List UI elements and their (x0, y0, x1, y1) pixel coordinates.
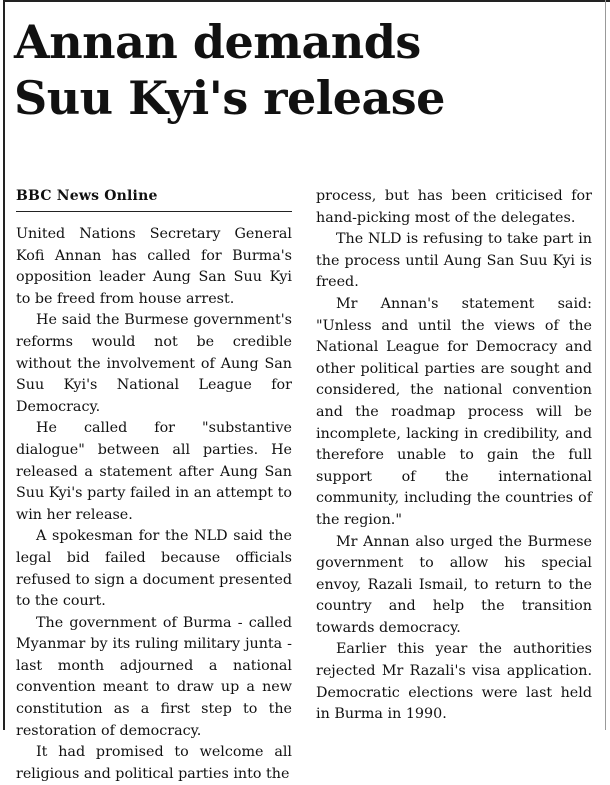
right-rule (605, 0, 606, 730)
column-left (16, 186, 292, 785)
paragraph: It had promised to welcome all religious and political parties into the (16, 744, 292, 782)
paragraph: He said the Burmese government's reforms would not be credible without the involvement of Aung San Suu Kyi's National League for Democracy. (16, 312, 292, 415)
column-right (316, 186, 592, 726)
source-byline: BBC News Online (16, 186, 292, 212)
paragraph: United Nations Secretary General Kofi Annan has called for Burma's opposition leader Aung San Suu Kyi to be freed from house arrest. (16, 226, 292, 307)
paragraph: Earlier this year the authorities rejected Mr Razali's visa application. Democratic elections were last held in Burma in 1990. (316, 641, 592, 723)
paragraph: The government of Burma - called Myanmar by its ruling military junta - last month adjourned a national convention meant to draw up a new constitution as a first step to the restoration of democracy. (16, 614, 292, 739)
left-rule (3, 0, 5, 730)
paragraph: A spokesman for the NLD said the legal bid failed because officials refused to sign a document presented to the court. (16, 528, 292, 610)
headline (14, 14, 594, 126)
paragraph: Mr Annan's statement said: "Unless and until the views of the National League for Democracy and other political parties are sought and considered, the national convention and the roadmap process will be incomplete, lacking in credibility, and therefore unable to gain the full support of the international community, including the countries of the region." (316, 295, 592, 528)
paragraph: process, but has been criticised for hand-picking most of the delegates. (316, 188, 592, 226)
paragraph: Mr Annan also urged the Burmese government to allow his special envoy, Razali Ismail, to return to the country and help the transition towards democracy. (316, 533, 592, 636)
paragraph: He called for "substantive dialogue" between all parties. He released a statement after Aung San Suu Kyi's party failed in an attempt to win her release. (16, 420, 292, 523)
headline-line-2: Suu Kyi's release (14, 71, 445, 125)
headline-line-1: Annan demands (14, 15, 421, 69)
top-rule (3, 0, 610, 2)
paragraph: The NLD is refusing to take part in the process until Aung San Suu Kyi is freed. (316, 231, 592, 291)
